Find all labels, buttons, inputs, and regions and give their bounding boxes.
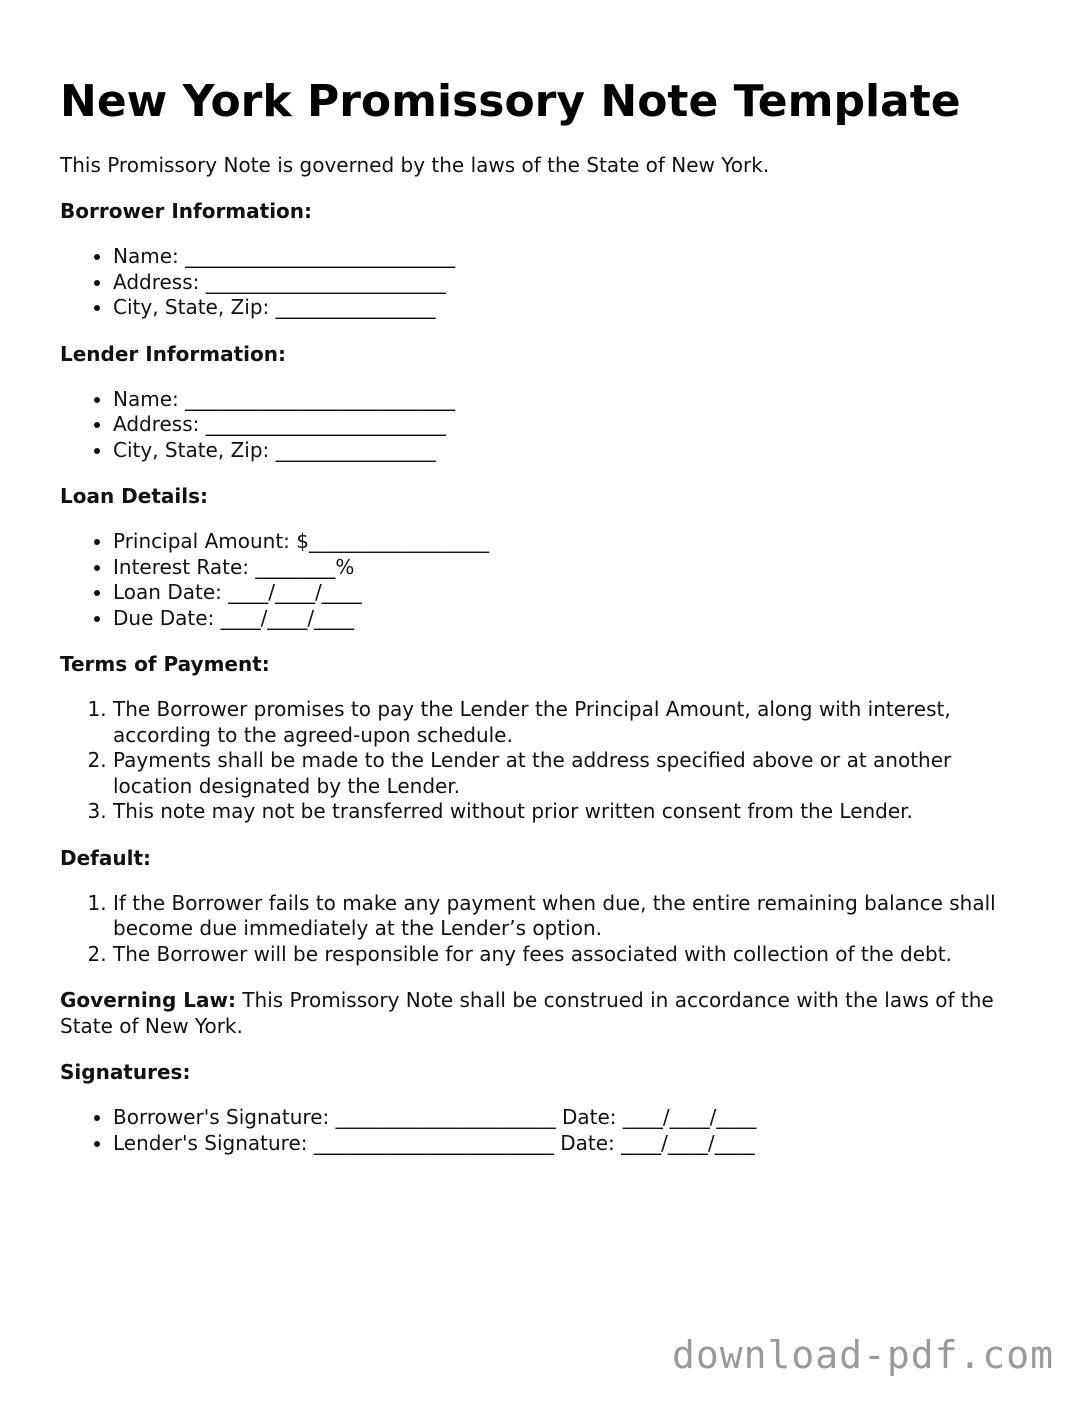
default-heading: Default: (60, 845, 152, 870)
borrower-signature-item: • Borrower's Signature: ______________________ Date: ____/____/____ (113, 1105, 1030, 1131)
document-page (60, 72, 1030, 1176)
loan-heading: Loan Details: (60, 484, 209, 508)
principal-item: • Principal Amount: $__________________ (113, 529, 1030, 555)
terms-item: 2. Payments shall be made to the Lender at the address specified above or at another location designated by the Lender. (113, 748, 1030, 799)
watermark: download-pdf.com (671, 1333, 1054, 1377)
governing-law-text: This Promissory Note shall be construed in accordance with the laws of the State of New York. (60, 988, 994, 1038)
terms-list (60, 697, 1030, 825)
loan-date-item: • Loan Date: ____/____/____ (113, 580, 1030, 606)
governing-law-paragraph (60, 987, 1030, 1039)
borrower-list (60, 244, 1030, 321)
interest-rate-item: • Interest Rate: ________% (113, 555, 1030, 581)
lender-heading: Lender Information: (60, 341, 286, 366)
governing-law-label: Governing Law: (60, 988, 236, 1012)
lender-address-item: • Address: ________________________ (113, 412, 1030, 438)
signatures-list (60, 1105, 1030, 1156)
borrower-address-item: • Address: ________________________ (113, 270, 1030, 296)
borrower-heading: Borrower Information: (60, 199, 313, 223)
page-title: New York Promissory Note Template (60, 76, 961, 127)
default-list (60, 891, 1030, 968)
default-item: 1. If the Borrower fails to make any payment when due, the entire remaining balance shall become due immediately at the Lender’s option. (113, 891, 1030, 942)
lender-name-item: • Name: ___________________________ (113, 387, 1030, 413)
default-item: 2. The Borrower will be responsible for any fees associated with collection of the debt. (113, 942, 1030, 968)
due-date-item: • Due Date: ____/____/____ (113, 606, 1030, 632)
lender-list (60, 387, 1030, 464)
borrower-name-item: • Name: ___________________________ (113, 244, 1030, 270)
lender-signature-item: • Lender's Signature: ________________________ Date: ____/____/____ (113, 1131, 1030, 1157)
terms-heading: Terms of Payment: (60, 652, 270, 676)
lender-city-item: • City, State, Zip: ________________ (113, 438, 1030, 464)
signatures-heading: Signatures: (60, 1060, 191, 1084)
loan-list (60, 529, 1030, 631)
borrower-city-item: • City, State, Zip: ________________ (113, 295, 1030, 321)
terms-item: 1. The Borrower promises to pay the Lender the Principal Amount, along with interest, according to the agreed-upon schedule. (113, 697, 1030, 748)
terms-item: 3. This note may not be transferred without prior written consent from the Lender. (113, 799, 1030, 825)
intro-paragraph: This Promissory Note is governed by the laws of the State of New York. (60, 153, 770, 177)
